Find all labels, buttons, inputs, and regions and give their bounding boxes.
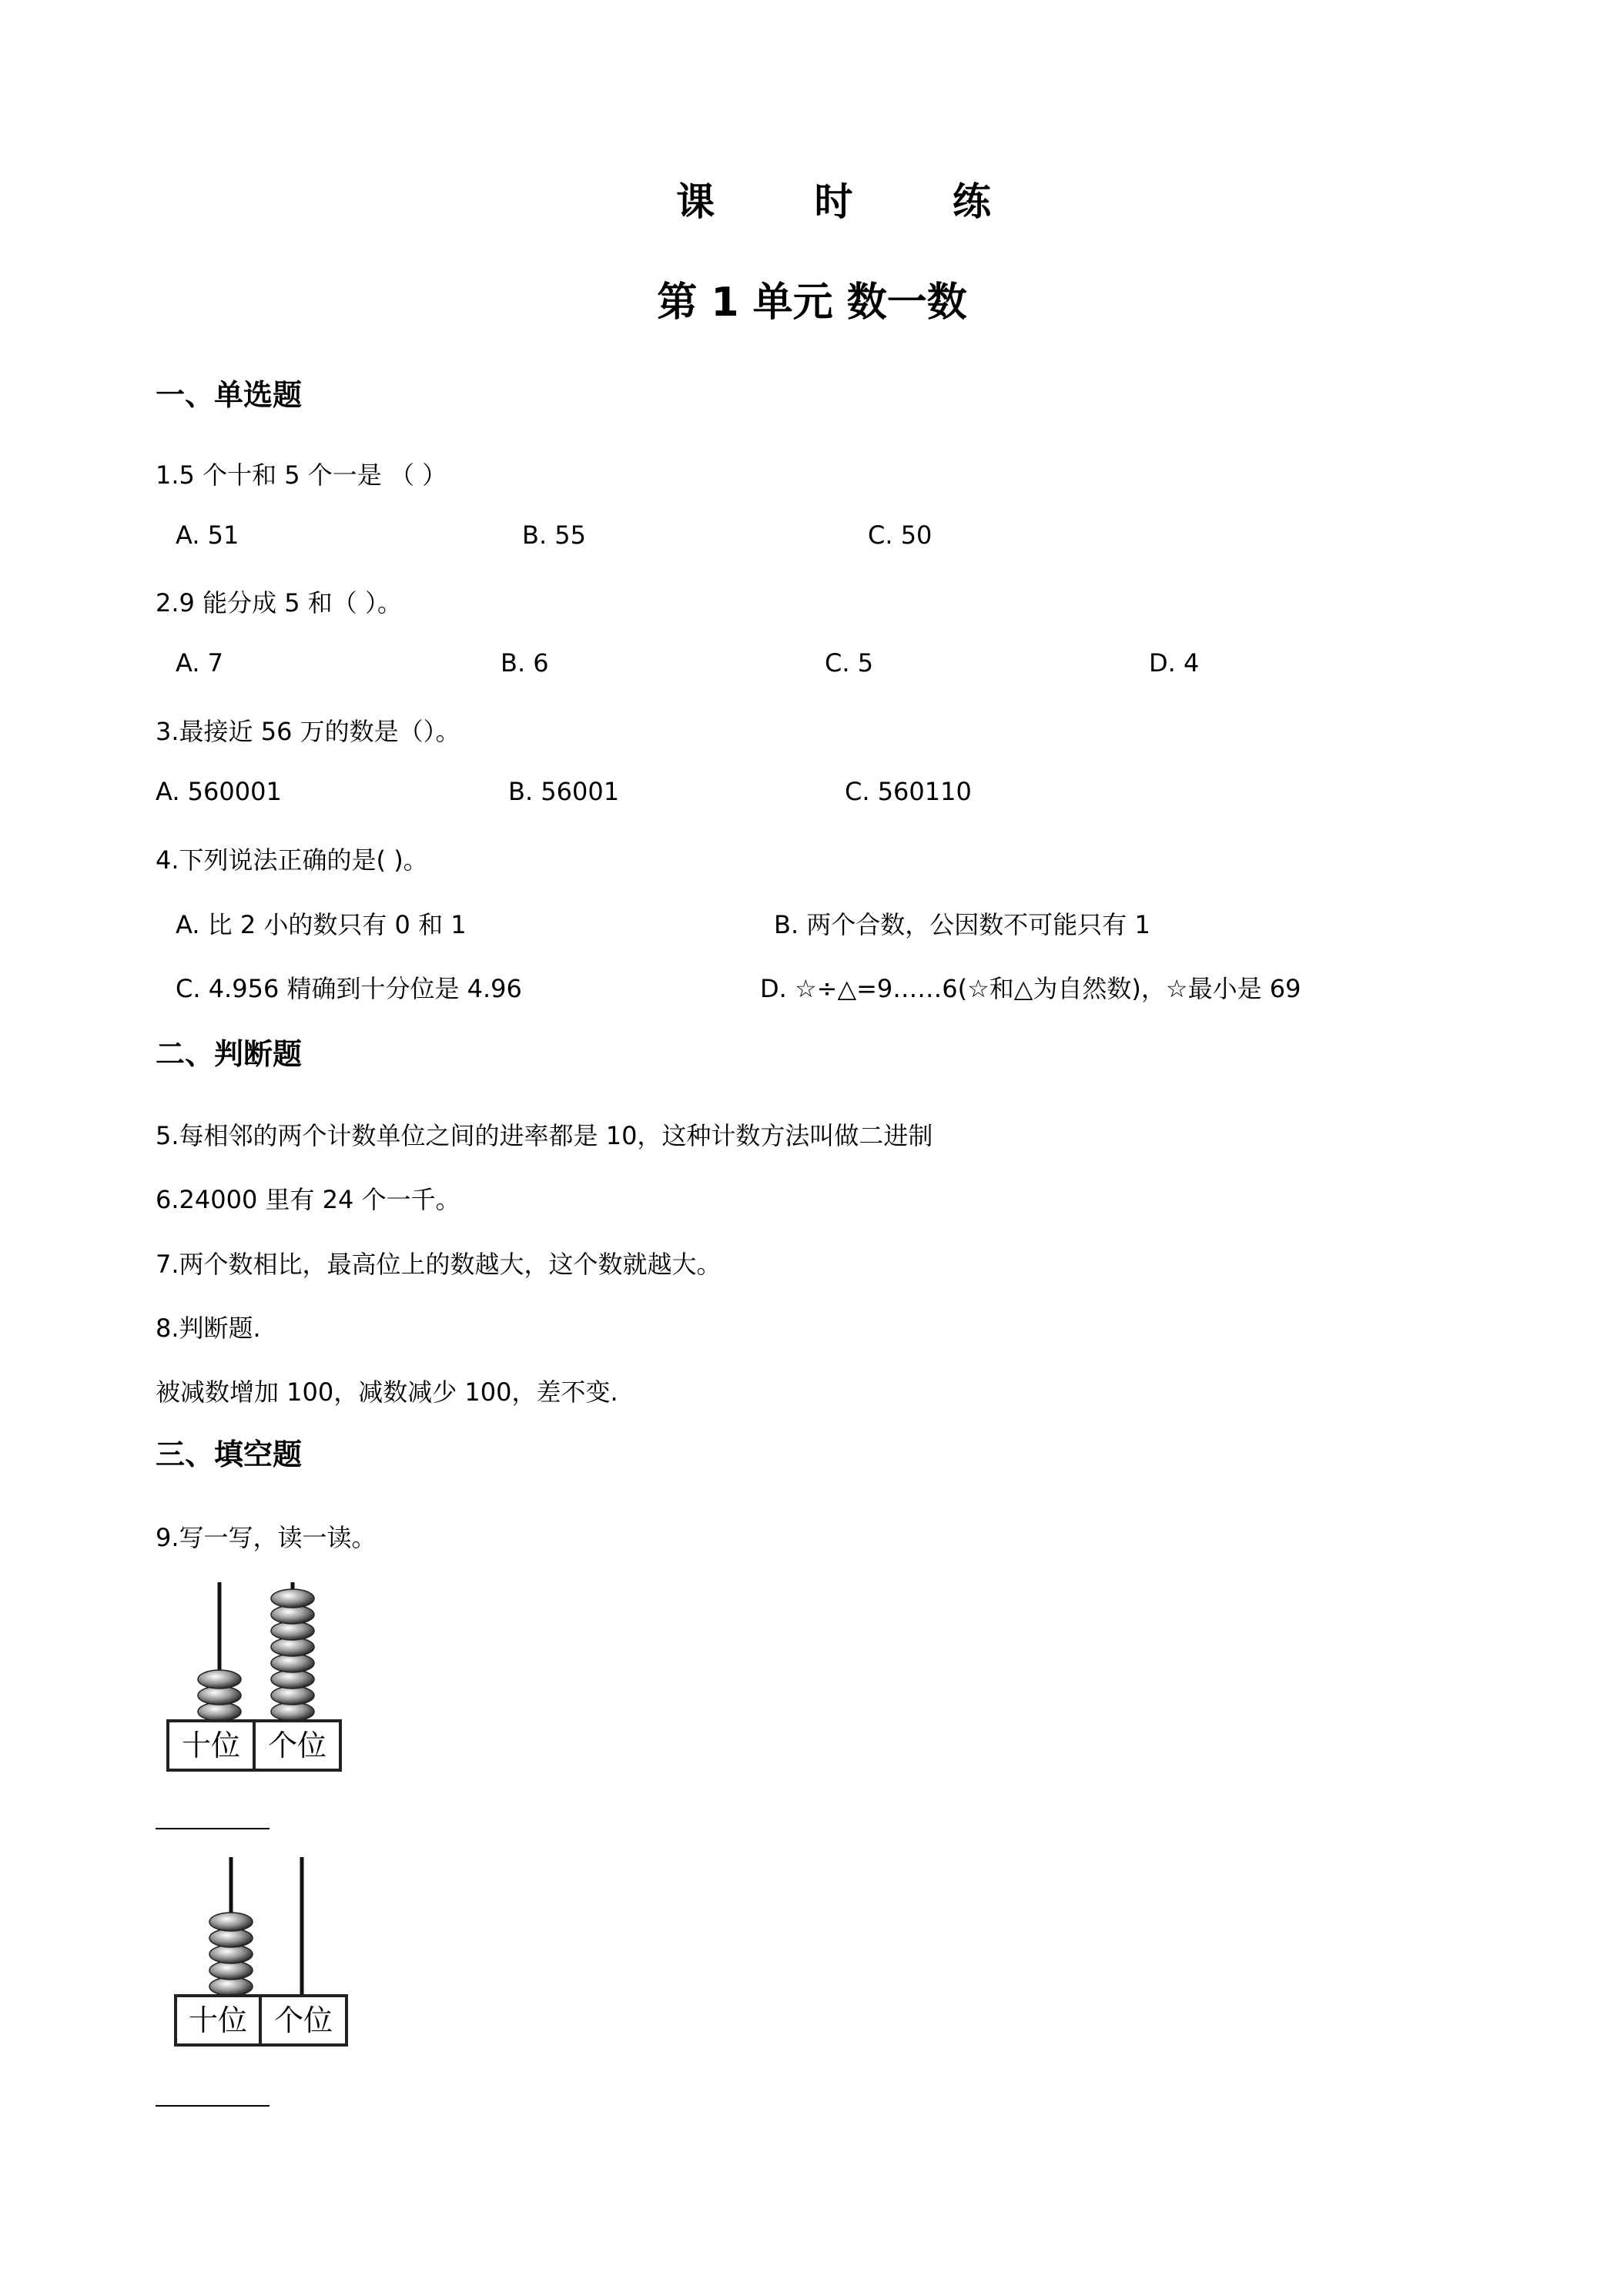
question-4-option-a: A. 比 2 小的数只有 0 和 1 bbox=[176, 910, 467, 939]
tens-beads bbox=[198, 1670, 241, 1721]
question-3-option-b: B. 56001 bbox=[508, 777, 620, 806]
question-3-option-c: C. 560110 bbox=[845, 777, 972, 806]
answer-blank-2[interactable] bbox=[156, 2105, 270, 2107]
question-2-stem: 2.9 能分成 5 和（ ）。 bbox=[156, 588, 402, 618]
question-3-stem: 3.最接近 56 万的数是（）。 bbox=[156, 717, 460, 746]
ones-place-label: 个位 bbox=[267, 1729, 327, 1762]
question-1-option-c: C. 50 bbox=[868, 520, 933, 550]
question-1-stem: 1.5 个十和 5 个一是 （ ） bbox=[156, 460, 447, 490]
unit-title: 第 1 单元 数一数 bbox=[657, 279, 967, 326]
tens-place-label: 十位 bbox=[181, 1729, 241, 1762]
question-9-stem: 9.写一写，读一读。 bbox=[156, 1523, 377, 1552]
question-4-option-b: B. 两个合数，公因数不可能只有 1 bbox=[774, 910, 1150, 939]
tens-place-label: 十位 bbox=[188, 2003, 248, 2037]
page-title: 课 时 练 bbox=[676, 179, 1034, 224]
abacus-bead bbox=[198, 1670, 241, 1689]
abacus-figure-1 bbox=[162, 1582, 354, 1782]
question-1-option-a: A. 51 bbox=[176, 520, 239, 550]
section-heading-true-false: 二、判断题 bbox=[156, 1037, 303, 1071]
question-2-option-d: D. 4 bbox=[1149, 648, 1200, 678]
abacus-figure-2 bbox=[162, 1857, 354, 2057]
question-8-stem: 8.判断题. bbox=[156, 1314, 261, 1343]
section-heading-single-choice: 一、单选题 bbox=[156, 378, 303, 412]
question-2-option-a: A. 7 bbox=[176, 648, 224, 678]
question-7: 7.两个数相比，最高位上的数越大，这个数就越大。 bbox=[156, 1250, 722, 1279]
abacus-bead bbox=[271, 1589, 314, 1608]
question-2-option-b: B. 6 bbox=[501, 648, 549, 678]
question-8-body: 被减数增加 100，减数减少 100，差不变. bbox=[156, 1377, 618, 1407]
abacus-bead bbox=[209, 1913, 253, 1931]
ones-beads bbox=[271, 1589, 314, 1721]
tens-beads bbox=[209, 1913, 253, 1996]
question-3-option-a: A. 560001 bbox=[156, 777, 282, 806]
answer-blank-1[interactable] bbox=[156, 1828, 270, 1829]
question-1-option-b: B. 55 bbox=[522, 520, 587, 550]
ones-place-label: 个位 bbox=[273, 2003, 333, 2037]
section-heading-fill-blank: 三、填空题 bbox=[156, 1438, 303, 1471]
question-4-option-c: C. 4.956 精确到十分位是 4.96 bbox=[176, 974, 522, 1003]
question-6: 6.24000 里有 24 个一千。 bbox=[156, 1185, 460, 1214]
question-2-option-c: C. 5 bbox=[825, 648, 874, 678]
question-5: 5.每相邻的两个计数单位之间的进率都是 10，这种计数方法叫做二进制 bbox=[156, 1121, 933, 1150]
question-4-option-d: D. ☆÷△=9……6(☆和△为自然数)，☆最小是 69 bbox=[760, 974, 1301, 1003]
question-4-stem: 4.下列说法正确的是( )。 bbox=[156, 845, 428, 875]
